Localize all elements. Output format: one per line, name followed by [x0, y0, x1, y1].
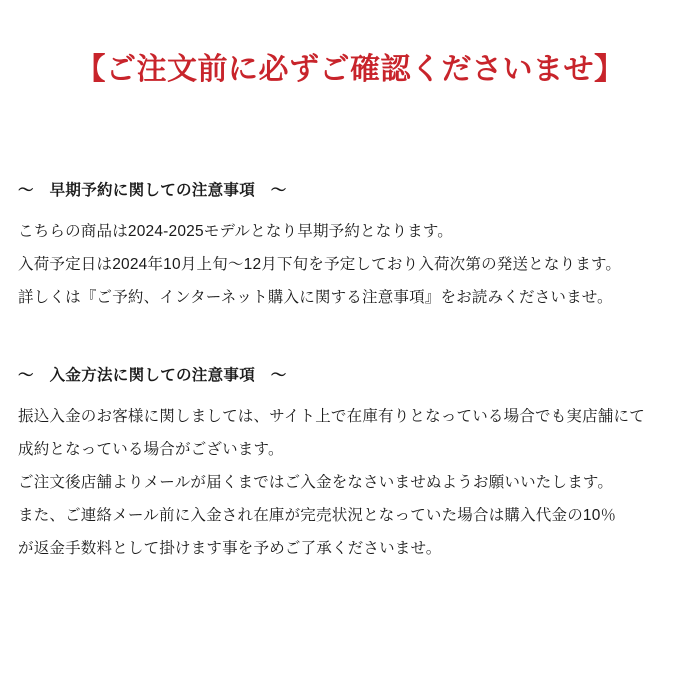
section-early-reservation [18, 178, 688, 314]
section-payment-line-4: また、ご連絡メール前に入金され在庫が完売状況となっていた場合は購入代金の10％ [18, 507, 617, 524]
page-title: 【ご注文前に必ずご確認くださいませ】 [75, 53, 625, 86]
section-title-payment-method: 〜 入金方法に関しての注意事項 〜 [18, 367, 287, 384]
section-early-line-1: こちらの商品は2024-2025モデルとなり早期予約となります。 [18, 223, 454, 240]
section-payment-line-2: 成約となっている場合がございます。 [18, 441, 284, 458]
section-early-line-3: 詳しくは『ご予約、インターネット購入に関する注意事項』をお読みくださいませ。 [18, 289, 613, 306]
section-payment-line-1: 振込入金のお客様に関しましては、サイト上で在庫有りとなっている場合でも実店舗にて [18, 408, 645, 425]
section-payment-method [18, 363, 688, 565]
section-title-early-reservation: 〜 早期予約に関しての注意事項 〜 [18, 182, 287, 199]
section-payment-line-5: が返金手数料として掛けます事を予めご了承くださいませ。 [18, 540, 442, 557]
section-early-line-2: 入荷予定日は2024年10月上旬〜12月下旬を予定しており入荷次第の発送となります。 [18, 256, 622, 273]
section-payment-line-3: ご注文後店舗よりメールが届くまではご入金をなさいませぬようお願いいたします。 [18, 474, 614, 491]
